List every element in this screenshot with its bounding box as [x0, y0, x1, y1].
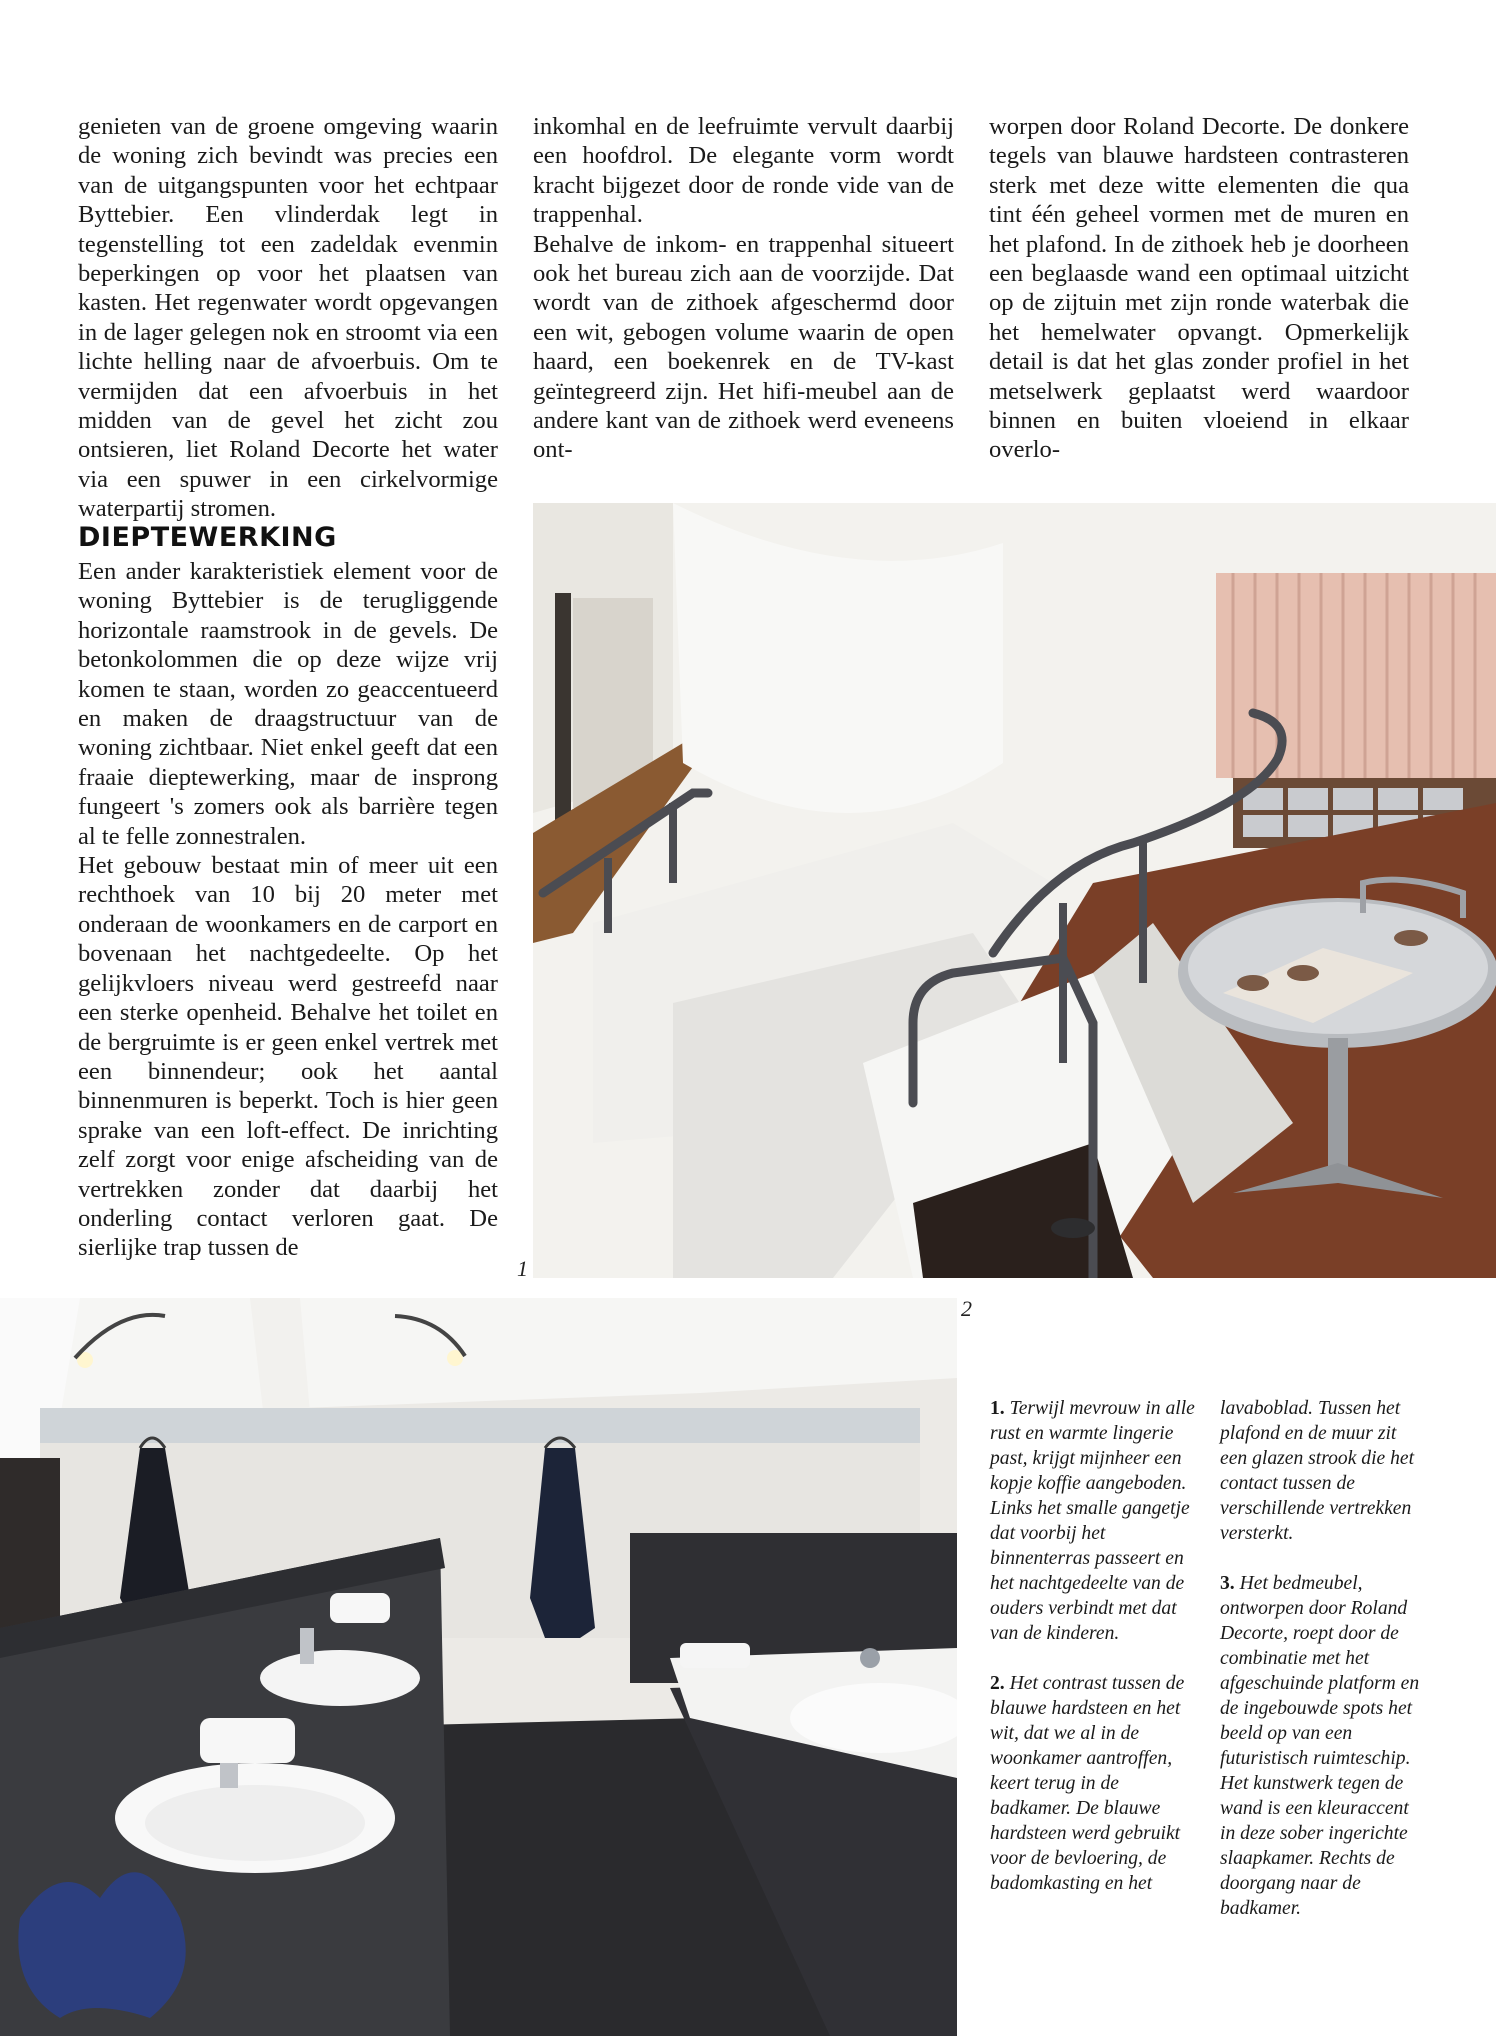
caption-text: Het bedmeubel, ontworpen door Roland Decorte, roept door de combinatie met het afgeschuinde platform en de ingebouwde spots het beeld op van een futuristisch ruimteschip. Het kunstwerk tegen de wand is een kleuraccent in deze sober ingerichte slaapkamer. Rechts de doorgang naar de badkamer.: [1220, 1573, 1420, 1919]
figure-number: 1: [517, 1256, 528, 1281]
caption-column-left: [990, 1396, 1195, 1921]
caption-column-right: [1220, 1396, 1420, 1946]
caption-number: 2.: [990, 1673, 1005, 1694]
body-paragraph: genieten van de groene omgeving waarin de woning zich bevindt was precies een van de uitgangspunten voor het echtpaar Byttebier. Een vlinderdak legt in tegenstelling tot een zadeldak evenmin beperkingen op voor het plaatsen van kasten. Het regenwater wordt opgevangen in de lager gelegen nok en stroomt via een lichte helling naar de afvoerbuis. Om te vermijden dat een afvoerbuis in het midden van de gevel het zicht zou ontsieren, liet Roland Decorte het water via een spuwer in een cirkelvormige waterpartij stromen.: [78, 113, 498, 523]
column-1-top: [78, 112, 498, 524]
caption-number: 3.: [1220, 1573, 1235, 1594]
photo-bathroom: [0, 1298, 957, 2036]
caption-3: [1220, 1571, 1420, 1921]
caption-text: lavaboblad. Tussen het plafond en de muur zit een glazen strook die het contact tussen de verschillende vertrekken versterkt.: [1220, 1398, 1415, 1544]
column-3: [989, 112, 1409, 465]
body-paragraph: Een ander karakteristiek element voor de woning Byttebier is de terugliggende horizontale raamstrook in de gevels. De betonkolommen die op deze wijze vrij komen te staan, worden zo geaccentueerd en maken de draagstructuur van de woning zichtbaar. Niet enkel geeft dat een fraaie dieptewerking, maar de insprong fungeert 's zomers ook als barrière tegen al te felle zonnestralen.: [78, 558, 498, 850]
body-paragraph: Het gebouw bestaat min of meer uit een rechthoek van 10 bij 20 meter met onderaan de woonkamers en de carport en bovenaan het nachtgedeelte. Op het gelijkvloers niveau werd gestreefd naar een sterke openheid. Behalve het toilet en de bergruimte is er geen enkel vertrek met een binnendeur; ook het aantal binnenmuren is beperkt. Toch is hier geen sprake van een loft-effect. De inrichting zelf zorgt voor enige afscheiding van de vertrekken zonder dat daarbij het onderling contact verloren gaat. De sierlijke trap tussen de: [78, 852, 498, 1262]
section-heading: DIEPTEWERKING: [78, 522, 337, 553]
figure-number: 2: [961, 1296, 972, 1321]
column-1-bottom: [78, 557, 498, 1263]
caption-text: Terwijl mevrouw in alle rust en warmte lingerie past, krijgt mijnheer een kopje koffie aangeboden. Links het smalle gangetje dat voorbij het binnenterras passeert en het nachtgedeelte van de ouders verbindt met dat van de kinderen.: [990, 1398, 1195, 1644]
caption-number: 1.: [990, 1398, 1005, 1419]
caption-2-continued: [1220, 1396, 1420, 1546]
body-paragraph: Behalve de inkom- en trappenhal situeert ook het bureau zich aan de voorzijde. Dat wordt van de zithoek afgeschermd door een wit, gebogen volume waarin de open haard, een boekenrek en de TV-kast geïntegreerd zijn. Het hifi-meubel aan de andere kant van de zithoek werd eveneens ont-: [533, 230, 954, 464]
photo-stair-landing: [533, 503, 1496, 1278]
caption-text: Het contrast tussen de blauwe hardsteen en het wit, dat we al in de woonkamer aantroffen, keert terug in de badkamer. De blauwe hardsteen werd gebruikt voor de bevloering, de badomkasting en het: [990, 1673, 1185, 1894]
column-2: [533, 112, 954, 465]
caption-1: [990, 1396, 1195, 1646]
body-paragraph: worpen door Roland Decorte. De donkere tegels van blauwe hardsteen contrasteren sterk met deze witte elementen die qua tint één geheel vormen met de muren en het plafond. In de zithoek heb je doorheen een beglaasde wand een optimaal uitzicht op de zijtuin met zijn ronde waterbak die het hemelwater opvangt. Opmerkelijk detail is dat het glas zonder profiel in het metselwerk geplaatst werd waardoor binnen en buiten vloeiend in elkaar overlo-: [989, 113, 1409, 464]
body-paragraph: inkomhal en de leefruimte vervult daarbij een hoofdrol. De elegante vorm wordt kracht bijgezet door de ronde vide van de trappenhal.: [533, 113, 954, 229]
caption-2: [990, 1671, 1195, 1896]
